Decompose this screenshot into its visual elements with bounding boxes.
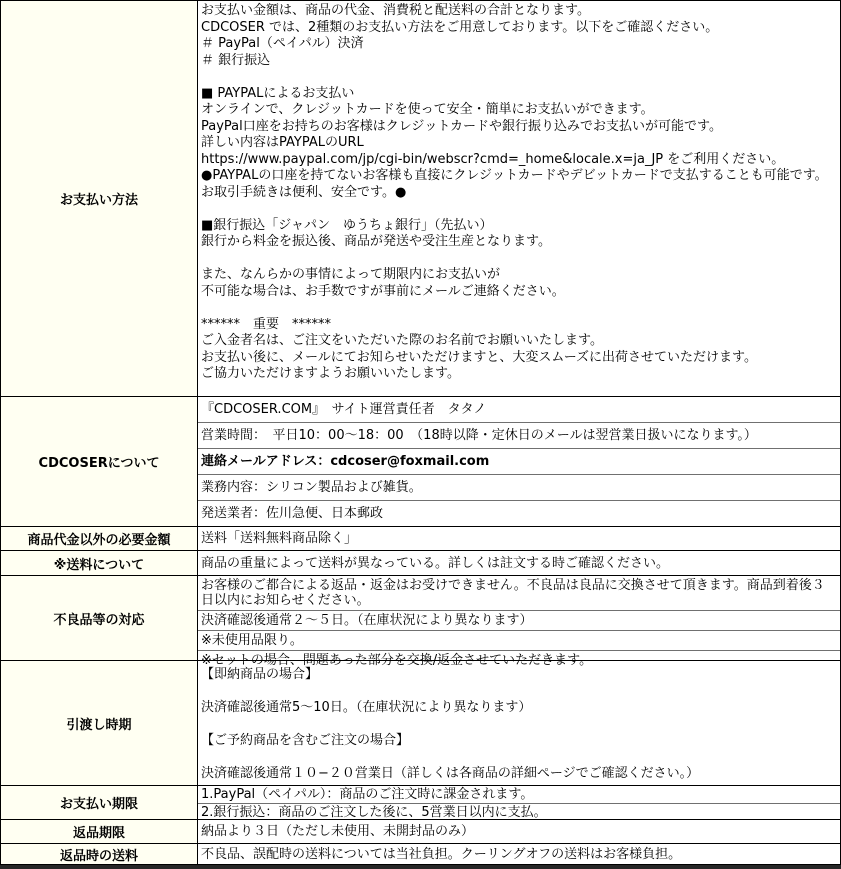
row-label: 引渡し時期	[1, 661, 198, 785]
blank-line	[198, 300, 840, 317]
row-payment-method	[1, 1, 840, 397]
text-line: ご入金者名は、ご注文をいただいた際のお名前でお願いいたします。	[201, 333, 603, 348]
row-content	[198, 786, 840, 819]
text-line: お支払い金額は、商品の代金、消費税と配送料の合計となります。	[201, 3, 590, 18]
row-content	[198, 397, 840, 526]
business-description-text: 業務内容：シリコン製品および雑貨。	[198, 475, 840, 501]
row-content	[198, 576, 840, 668]
paypal-deadline-text: 1.PayPal（ペイパル）：商品のご注文時に課金されます。	[198, 786, 840, 804]
text-line: 詳しい内容はPAYPALのURL	[201, 135, 364, 150]
shipping-fee-text: 送料「送料無料商品除く」	[201, 531, 358, 546]
return-shipping-fee-text: 不良品、誤配時の送料については当社負担。クーリングオフの送料はお客様負担。	[201, 846, 682, 862]
business-hours-text: 営業時間： 平日10：00〜18：00 （18時以降・定休日のメールは翌営業日扱いになります。）	[198, 423, 840, 449]
text-line: ■銀行振込「ジャパン ゆうちょ銀行」（先払い）	[201, 217, 493, 233]
row-label: 返品期限	[1, 820, 198, 843]
unused-only-note-text: ※未使用品限り。	[198, 631, 840, 651]
blank-line	[198, 251, 840, 268]
row-content	[198, 661, 840, 785]
text-line: 不可能な場合は、お手数ですが事前にメールご連絡ください。	[201, 283, 565, 299]
blank-line	[198, 717, 840, 734]
text-line: ●PAYPALの口座を持てないお客様も直接にクレジットカードやデビットカードで支払することも可能です。	[201, 168, 828, 183]
return-policy-text: お客様のご都合による返品・返金はお受けできません。不良品は良品に交換させて頂きます。商品到着後３日以内にお知らせください。	[198, 576, 840, 611]
row-defective-items	[1, 576, 840, 668]
site-operator-text: 『CDCOSER.COM』 サイト運営責任者 タタノ	[198, 397, 840, 423]
row-return-shipping-fee	[1, 844, 840, 865]
bottom-bar	[0, 865, 841, 869]
shipping-carriers-text: 発送業者：佐川急便、日本郵政	[201, 506, 384, 521]
text-line: 銀行から料金を振込後、商品が発送や受注生産となります。	[201, 234, 551, 249]
row-extra-charges	[1, 527, 840, 551]
row-label: 不良品等の対応	[1, 576, 198, 660]
row-content	[198, 844, 840, 864]
exchange-period-text: 決済確認後通常２〜５日。（在庫状況により異なります）	[198, 611, 840, 631]
row-label: お支払い方法	[1, 1, 198, 396]
row-label: 商品代金以外の必要金額	[1, 527, 198, 550]
row-content	[198, 820, 840, 843]
blank-line	[198, 69, 840, 86]
in-stock-delivery-text: 決済確認後通常5〜10日。（在庫状況により異なります）	[201, 700, 532, 715]
in-stock-case-header: 【即納商品の場合】	[201, 667, 319, 682]
row-label: 返品時の送料	[1, 844, 198, 864]
return-deadline-text: 納品より３日（ただし未使用、未開封品のみ）	[201, 824, 475, 839]
text-line: お取引手続きは便利、安全です。●	[201, 184, 407, 200]
blank-line	[198, 201, 840, 218]
row-content	[198, 527, 840, 550]
text-line: ＃ PayPal（ペイパル）決済	[201, 36, 364, 51]
text-line: ご協力いただけますようお願いいたします。	[201, 366, 460, 381]
contact-email-text: 連絡メールアドレス：cdcoser@foxmail.com	[198, 449, 840, 475]
row-return-deadline	[1, 820, 840, 844]
shipping-weight-note-text: 商品の重量によって送料が異なっている。詳しくは註文する時ご確認ください。	[201, 555, 670, 571]
row-label: CDCOSERについて	[1, 397, 198, 526]
text-line: また、なんらかの事情によって期限内にお支払いが	[201, 267, 501, 282]
row-label: お支払い期限	[1, 786, 198, 819]
text-line: PayPal口座をお持ちのお客様はクレジットカードや銀行振り込みでお支払いが可能です。	[201, 118, 722, 134]
row-label: ※送料について	[1, 551, 198, 575]
text-line: ■ PAYPALによるお支払い	[201, 85, 355, 101]
set-exchange-note-text: ※セットの場合、問題あった部分を交換/返金させていただきます。	[201, 653, 593, 668]
row-payment-deadline	[1, 786, 840, 820]
text-line: ＃ 銀行振込	[201, 52, 271, 68]
row-content	[198, 1, 840, 396]
row-delivery-period	[1, 661, 840, 786]
blank-line	[198, 750, 840, 767]
blank-line	[198, 684, 840, 701]
paypal-url-text: https://www.paypal.com/jp/cgi-bin/webscr?cmd=_home&locale.x=ja_JP をご利用ください。	[201, 151, 785, 167]
preorder-delivery-text: 決済確認後通常１０−２０営業日（詳しくは各商品の詳細ページでご確認ください。）	[201, 766, 700, 781]
bank-transfer-deadline-text: 2.銀行振込：商品のご注文した後に、5営業日以内に支払。	[201, 805, 547, 820]
row-about-cdcoser	[1, 397, 840, 527]
text-line: CDCOSER では、2種類のお支払い方法をご用意しております。以下をご確認ください。	[201, 19, 719, 35]
preorder-case-header: 【ご予約商品を含むご注文の場合】	[201, 733, 410, 748]
row-content	[198, 551, 840, 575]
important-notice-header: ****** 重要 ******	[201, 316, 332, 332]
text-line: オンラインで、クレジットカードを使って安全・簡単にお支払いができます。	[201, 102, 654, 117]
text-line: お支払い後に、メールにてお知らせいただけますと、大変スムーズに出荷させていただけます。	[201, 349, 758, 365]
row-shipping-fee-note	[1, 551, 840, 576]
